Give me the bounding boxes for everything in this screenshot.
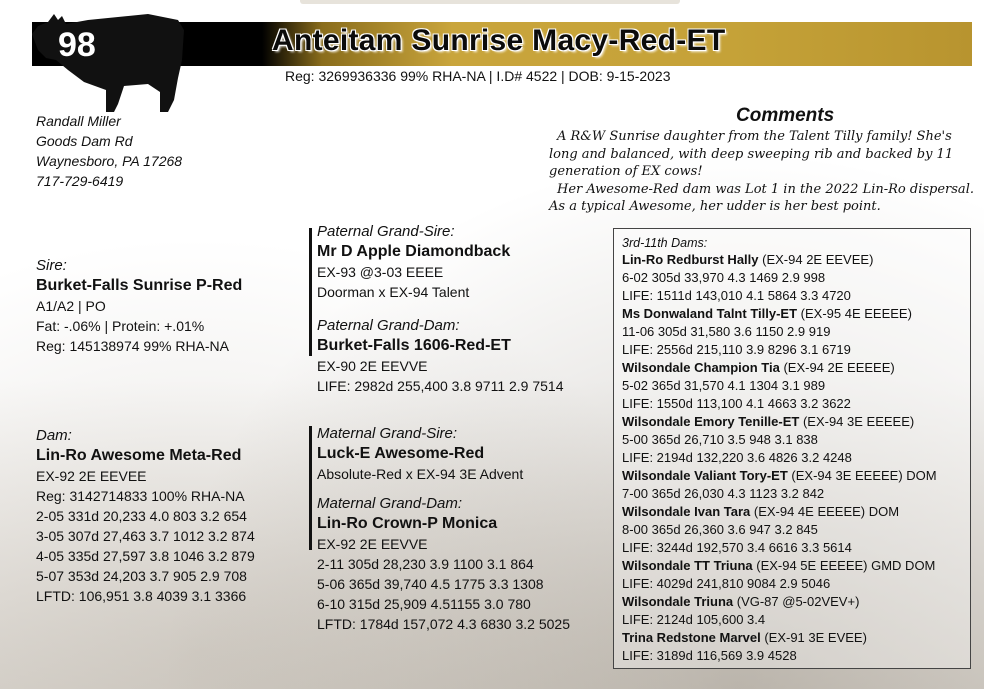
- dams-box-header: 3rd-11th Dams:: [622, 236, 708, 250]
- paternal-granddam-name: Burket-Falls 1606-Red-ET: [317, 337, 511, 354]
- ancestor-dam-record: 11-06 305d 31,580 3.6 1150 2.9 919: [622, 324, 831, 339]
- top-decor-strip: [300, 0, 680, 4]
- dam-detail: Reg: 3142714833 100% RHA-NA: [36, 488, 245, 504]
- dam-block: [36, 426, 255, 606]
- paternal-grandsire-name: Mr D Apple Diamondback: [317, 243, 511, 260]
- ancestor-dam-classification: (EX-91 3E EVEE): [760, 630, 867, 645]
- paternal-granddam-block: [317, 316, 564, 396]
- ancestor-dam-record: 5-02 365d 31,570 4.1 1304 3.1 989: [622, 378, 826, 393]
- sire-detail: Fat: -.06% | Protein: +.01%: [36, 318, 205, 334]
- paternal-grandsire-block: [317, 222, 510, 302]
- ancestor-dam-name: Wilsondale Emory Tenille-ET: [622, 414, 800, 429]
- maternal-granddam-name: Lin-Ro Crown-P Monica: [317, 515, 498, 532]
- ancestor-dam-classification: (EX-94 4E EEEEE) DOM: [750, 504, 900, 519]
- ancestor-dam-entry: [622, 305, 970, 323]
- ancestor-dam-record: LIFE: 1550d 113,100 4.1 4663 3.2 3622: [622, 396, 851, 411]
- maternal-granddam-detail: 5-06 365d 39,740 4.5 1775 3.3 1308: [317, 576, 544, 592]
- ancestor-dam-name: Wilsondale Triuna: [622, 594, 734, 609]
- ancestor-dam-classification: (EX-94 2E EEVEE): [758, 252, 874, 267]
- ancestor-dam-classification: (EX-94 3E EEEEE): [799, 414, 915, 429]
- ancestor-dam-entry: [622, 359, 970, 377]
- ancestor-dam-classification: (EX-95 4E EEEEE): [797, 306, 912, 321]
- ancestor-dam-record: LIFE: 3189d 116,569 3.9 4528: [622, 648, 797, 663]
- paternal-grandsire-label: Paternal Grand-Sire:: [317, 223, 455, 240]
- comments-paragraph: A R&W Sunrise daughter from the Talent Tilly family! She's long and balanced, with deep sweeping rib and backed by 11 generation of EX cows!: [549, 129, 954, 179]
- comments-heading: Comments: [736, 105, 835, 126]
- ancestor-dam-name: Lin-Ro Redburst Hally: [622, 252, 759, 267]
- ancestor-dam-record: LIFE: 3244d 192,570 3.4 6616 3.3 5614: [622, 540, 852, 555]
- consignor-phone: 717-729-6419: [36, 173, 124, 189]
- sire-block: [36, 256, 242, 356]
- dam-detail: 4-05 335d 27,597 3.8 1046 3.2 879: [36, 548, 255, 564]
- maternal-granddam-detail: 2-11 305d 28,230 3.9 1100 3.1 864: [317, 556, 534, 572]
- consignor-info: [36, 111, 182, 191]
- ancestor-dam-record: LIFE: 1511d 143,010 4.1 5864 3.3 4720: [622, 288, 851, 303]
- dam-detail: LFTD: 106,951 3.8 4039 3.1 3366: [36, 588, 247, 604]
- dam-detail: 3-05 307d 27,463 3.7 1012 3.2 874: [36, 528, 255, 544]
- cow-silhouette-icon: [28, 0, 188, 120]
- dam-detail: 5-07 353d 24,203 3.7 905 2.9 708: [36, 568, 247, 584]
- ancestor-dam-name: Wilsondale TT Triuna: [622, 558, 753, 573]
- ancestor-dam-record: LIFE: 4029d 241,810 9084 2.9 5046: [622, 576, 831, 591]
- paternal-grandsire-detail: Doorman x EX-94 Talent: [317, 284, 470, 300]
- maternal-granddam-detail: LFTD: 1784d 157,072 4.3 6830 3.2 5025: [317, 616, 570, 632]
- ancestor-dam-record: 6-02 305d 33,970 4.3 1469 2.9 998: [622, 270, 826, 285]
- paternal-grandsire-detail: EX-93 @3-03 EEEE: [317, 264, 444, 280]
- maternal-bracket: [309, 426, 312, 550]
- maternal-granddam-label: Maternal Grand-Dam:: [317, 495, 463, 512]
- ancestor-dam-name: Trina Redstone Marvel: [622, 630, 761, 645]
- ancestor-dam-classification: (EX-94 5E EEEEE) GMD DOM: [752, 558, 936, 573]
- maternal-grandsire-name: Luck-E Awesome-Red: [317, 445, 485, 462]
- ancestor-dam-name: Ms Donwaland Talnt Tilly-ET: [622, 306, 798, 321]
- ancestor-dam-record: LIFE: 2556d 215,110 3.9 8296 3.1 6719: [622, 342, 851, 357]
- maternal-granddam-detail: EX-92 2E EEVVE: [317, 536, 428, 552]
- comments-body: [549, 128, 979, 216]
- maternal-grandsire-label: Maternal Grand-Sire:: [317, 425, 458, 442]
- lot-number: 98: [58, 26, 96, 64]
- ancestor-dam-entry: [622, 413, 970, 431]
- ancestor-dam-name: Wilsondale Valiant Tory-ET: [622, 468, 788, 483]
- paternal-granddam-label: Paternal Grand-Dam:: [317, 317, 460, 334]
- ancestor-dam-classification: (EX-94 3E EEEEE) DOM: [787, 468, 937, 483]
- ancestor-dam-record: LIFE: 2194d 132,220 3.6 4826 3.2 4248: [622, 450, 852, 465]
- dam-label: Dam:: [36, 427, 72, 444]
- paternal-granddam-detail: EX-90 2E EEVVE: [317, 358, 428, 374]
- ancestor-dam-record: 8-00 365d 26,360 3.6 947 3.2 845: [622, 522, 818, 537]
- sire-detail: Reg: 145138974 99% RHA-NA: [36, 338, 230, 354]
- registration-line: Reg: 3269936336 99% RHA-NA | I.D# 4522 | DOB: 9-15-2023: [285, 68, 671, 84]
- paternal-bracket: [309, 228, 312, 356]
- ancestor-dam-classification: (EX-94 2E EEEEE): [779, 360, 895, 375]
- maternal-grandsire-detail: Absolute-Red x EX-94 3E Advent: [317, 466, 524, 482]
- ancestor-dam-entry: [622, 629, 970, 647]
- ancestor-dam-entry: [622, 251, 970, 269]
- maternal-grandsire-block: [317, 424, 523, 484]
- consignor-street: Goods Dam Rd: [36, 133, 133, 149]
- paternal-granddam-detail: LIFE: 2982d 255,400 3.8 9711 2.9 7514: [317, 378, 564, 394]
- dam-detail: 2-05 331d 20,233 4.0 803 3.2 654: [36, 508, 247, 524]
- ancestor-dam-entry: [622, 503, 970, 521]
- ancestor-dam-entry: [622, 557, 970, 575]
- dam-detail: EX-92 2E EEVEE: [36, 468, 147, 484]
- consignor-city: Waynesboro, PA 17268: [36, 153, 183, 169]
- ancestor-dam-name: Wilsondale Champion Tia: [622, 360, 780, 375]
- sire-name: Burket-Falls Sunrise P-Red: [36, 277, 243, 294]
- ancestor-dam-entry: [622, 593, 970, 611]
- ancestor-dam-record: LIFE: 2124d 105,600 3.4: [622, 612, 766, 627]
- sire-label: Sire:: [36, 257, 67, 274]
- consignor-name: Randall Miller: [36, 113, 121, 129]
- ancestor-dam-name: Wilsondale Ivan Tara: [622, 504, 751, 519]
- ancestor-dam-classification: (VG-87 @5-02VEV+): [733, 594, 860, 609]
- maternal-granddam-detail: 6-10 315d 25,909 4.51155 3.0 780: [317, 596, 531, 612]
- ancestor-dam-record: 7-00 365d 26,030 4.3 1123 3.2 842: [622, 486, 825, 501]
- dam-name: Lin-Ro Awesome Meta-Red: [36, 447, 242, 464]
- maternal-granddam-block: [317, 494, 570, 634]
- sire-detail: A1/A2 | PO: [36, 298, 106, 314]
- ancestor-dam-record: 5-00 365d 26,710 3.5 948 3.1 838: [622, 432, 818, 447]
- ancestor-dam-entry: [622, 467, 970, 485]
- cow-name-title: Anteitam Sunrise Macy-Red-ET: [272, 24, 726, 57]
- comments-paragraph: Her Awesome-Red dam was Lot 1 in the 2022 Lin-Ro dispersal. As a typical Awesome, her udder is her best point.: [549, 181, 974, 214]
- dams-3rd-11th-box: [613, 228, 971, 669]
